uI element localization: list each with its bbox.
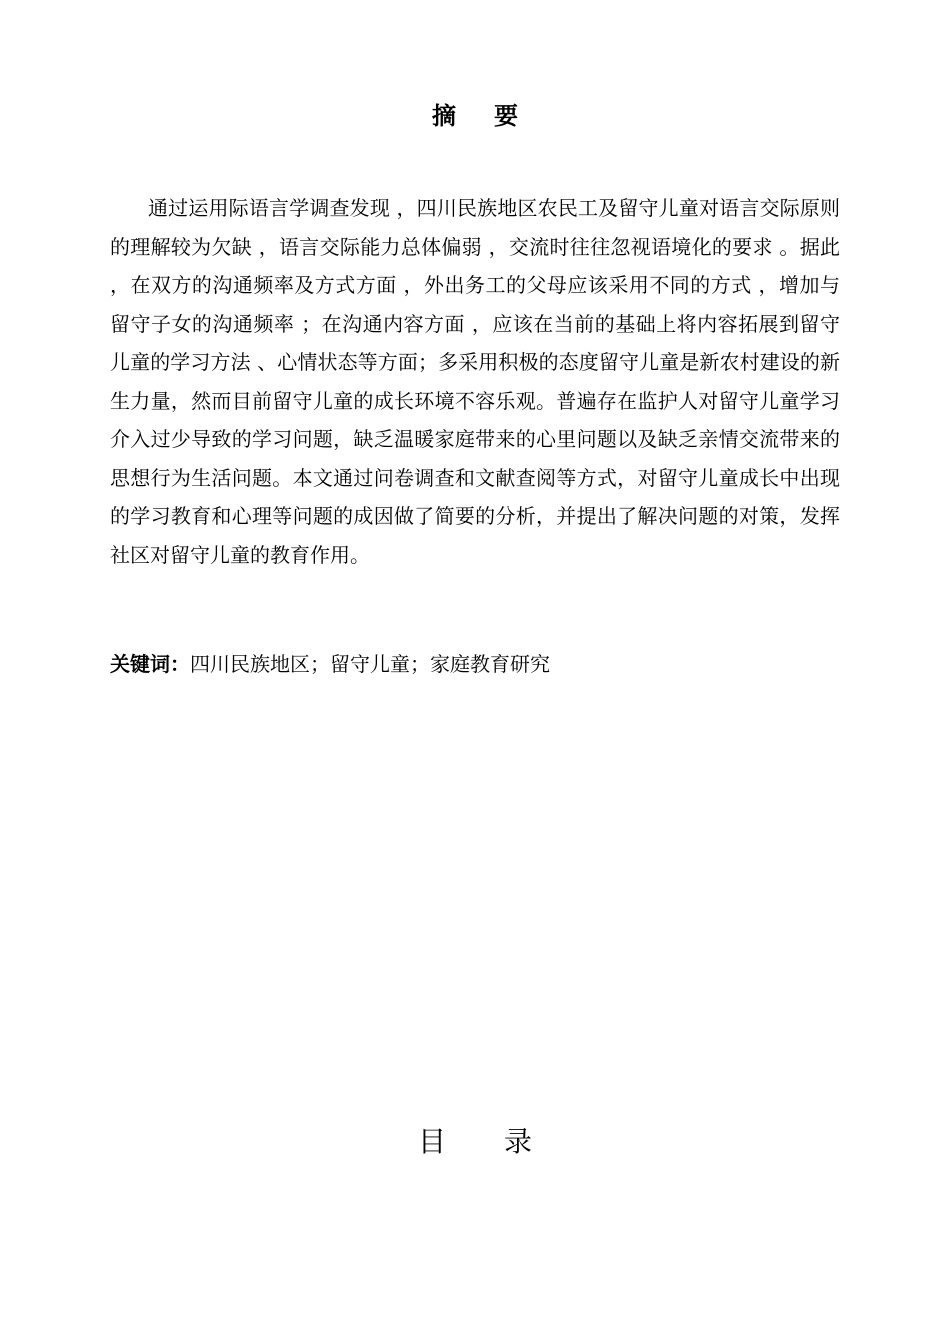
keywords-label: 关键词： — [110, 652, 190, 676]
toc-title-char-2: 录 — [504, 1125, 533, 1158]
abstract-title — [0, 98, 950, 134]
abstract-title-char-1: 摘 — [432, 102, 456, 130]
abstract-title-char-2: 要 — [494, 102, 518, 130]
keywords — [110, 646, 840, 682]
toc-title — [0, 1122, 950, 1162]
keywords-value: 四川民族地区；留守儿童；家庭教育研究 — [190, 652, 550, 676]
abstract-body: 通过运用际语言学调查发现 ，四川民族地区农民工及留守儿童对语言交际原则的理解较为欠缺 ，语言交际能力总体偏弱 ，交流时往往忽视语境化的要求 。据此 ，在双方的沟通频率及方式方面 ，外出务工的父母应该采用不同的方式 ，增加与留守子女的沟通频率 ；在沟通内容方面 ，应该在当前的基础上将内容拓展到留守儿童的学习方法 、心情状态等方面；多采用积极的态度留守儿童是新农村建设的新生力量，然而目前留守儿童的成长环境不容乐观。普遍存在监护人对留守儿童学习介入过少导致的学习问题，缺乏温暖家庭带来的心里问题以及缺乏亲情交流带来的思想行为生活问题。本文通过问卷调查和文献查阅等方式，对留守儿童成长中出现的学习教育和心理等问题的成因做了简要的分析，并提出了解决问题的对策，发挥社区对留守儿童的教育作用。 — [110, 196, 840, 567]
toc-title-char-1: 目 — [417, 1125, 446, 1158]
